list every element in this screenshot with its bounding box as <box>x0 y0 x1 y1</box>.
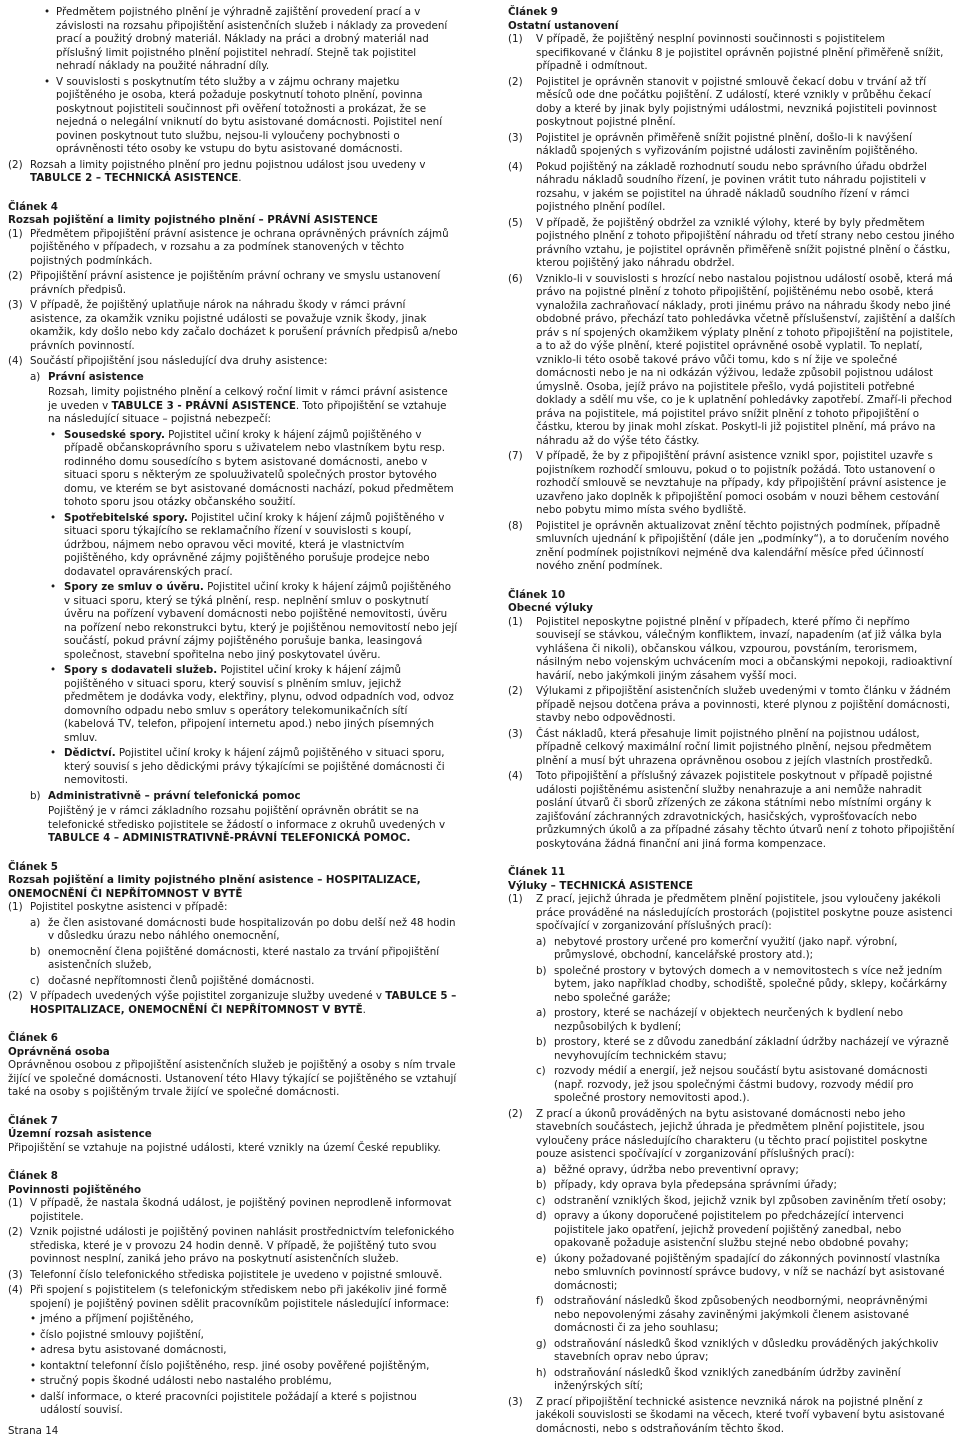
numbered-clause <box>508 1396 956 1437</box>
bullet-item <box>8 76 458 157</box>
section-heading: Povinnosti pojištěného <box>8 1183 142 1196</box>
numbered-clause <box>8 1226 458 1267</box>
text-run: prostory, které se nacházejí v objektech neurčených k bydlení nebo nezpůsobilých k bydlení; <box>554 1007 904 1033</box>
text-run: že člen asistované domácnosti bude hospitalizován po dobu delší než 48 hodin v důsledku úrazu nebo náhlého onemocnění, <box>48 916 456 942</box>
text-run: stručný popis škodné události nebo nastalého problému, <box>40 1375 332 1387</box>
clause-text <box>554 1367 956 1394</box>
clause-text <box>536 728 956 769</box>
clause-number: (5) <box>508 216 523 229</box>
bullet-dot-icon: • <box>44 6 51 18</box>
bullet-dot-icon: • <box>30 1375 37 1387</box>
text-run: Pojistitel učiní kroky k hájení zájmů pojištěného v situaci sporu týkajícího se reklamačního řízení v souvislosti s koupí, údržbou, nájmem nebo opravou věci movité, která je vlastnictvím pojištěného, kdy oprávněné zájmy pojištěného porušuje prodejce nebo dodavatel opravárenských prací. <box>64 511 445 578</box>
text-run: dočasné nepřítomnosti členů pojištěné domácnosti. <box>48 974 315 987</box>
text-run: odstraňování následků škod vzniklých zanedbáním údržby zavinění inženýrských sítí; <box>554 1366 901 1392</box>
section-heading: Obecné výluky <box>508 602 593 614</box>
clause-text <box>40 1329 458 1343</box>
section-heading: Článek 5 <box>8 860 58 873</box>
text-run: Pojištěný je v rámci základního rozsahu pojištění oprávněn obrátit se na telefonické střediskо pojistitele se žádostí o informace z okruhů uvedených v <box>48 805 446 831</box>
clause-text <box>64 581 458 662</box>
text-run: Z prací připojištění technické asistence nevzniká nárok na pojistné plnění z jakékoli souvislosti se škodami na věcech, které tvoří vybavení bytu asistované domácnosti, nebo s odstraňováním těchto škod. <box>536 1395 945 1435</box>
bullet-dot-icon: • <box>30 1313 37 1325</box>
text-run: odstranění vzniklých škod, jejichž vznik byl způsoben zaviněním třetí osoby; <box>554 1194 947 1207</box>
clause-number: (2) <box>8 990 23 1002</box>
clause-number: a) <box>536 1163 547 1176</box>
text-run: Vznik pojistné události je pojištěný povinen nahlásit prostřednictvím telefonického střediska, které je v provozu 24 hodin denně. V případě, že pojištěný tuto svou povinnost nesplní, zaniká jeho právo na poskytnutí asistenčních služeb. <box>30 1226 455 1265</box>
clause-number: (3) <box>8 1268 23 1281</box>
numbered-clause <box>8 228 458 269</box>
bullet-dot-icon: • <box>44 75 51 88</box>
clause-text <box>536 685 956 726</box>
numbered-clause <box>8 270 458 297</box>
section-heading: Rozsah pojištění a limity pojistného plnění – PRÁVNÍ ASISTENCE <box>8 214 378 226</box>
text-run: . <box>362 1003 366 1016</box>
section-heading: Článek 7 <box>8 1114 58 1127</box>
text-run: jméno a příjmení pojištěného, <box>40 1313 194 1325</box>
clause-number: c) <box>536 1194 546 1207</box>
clause-number: g) <box>536 1337 547 1350</box>
clause-text <box>554 1007 956 1034</box>
bullet-item <box>8 664 458 745</box>
paragraph <box>8 386 458 427</box>
numbered-clause <box>508 1036 956 1063</box>
text-run: Pojistitel učiní kroky k hájení zájmů pojištěného v situaci sporu, který se týká plnění, resp. neplnění smluv o poskytnutí úvěru na pořízení vybavení domácnosti nebo pojištěné nemovitosti, úvěru na pořízení nebo rekonstrukci bytu, který je pojištěnou nemovitostí nebo její součástí, pokud právní zájmy pojištěného porušuje banka, leasingová společnost, stavební spořitelna nebo jiný poskytovatel úvěru. <box>64 581 458 661</box>
section-gap <box>8 188 458 201</box>
bullet-dot-icon: • <box>50 581 57 593</box>
table-reference: TABULCE 5 – HOSPITALIZACE, ONEMOCNĚNÍ ČI NEPŘÍTOMNOST V BYTĚ <box>30 990 457 1016</box>
section-gap <box>508 576 956 589</box>
clause-number: (2) <box>508 685 523 697</box>
section-heading: Výluky – TECHNICKÁ ASISTENCE <box>508 879 694 892</box>
clause-number: (2) <box>508 75 523 88</box>
text-run: Předmětem pojistného plnění je výhradně zajištění provedení prací a v závislosti na rozsahu připojištění asistenčních služeb i náklady za provedení prací a použitý drobný materiál. Náklady na práci a drobný materiál nad příslušný limit pojistného plnění pojistitel nehradí. Stejně tak pojistitel nehradí náklady na použité náhradní díly. <box>56 6 448 72</box>
clause-text <box>536 520 956 574</box>
clause-text <box>30 228 458 269</box>
numbered-clause <box>508 1253 956 1294</box>
subheading: Administrativně – právní telefonická pomoc <box>48 789 301 802</box>
clause-text <box>554 1295 956 1336</box>
bullet-item <box>8 512 458 580</box>
text-run: další informace, o které pracovníci pojistitele požádají a které s pojistnou událostí souvisí. <box>40 1390 417 1416</box>
clause-text <box>40 1313 458 1327</box>
numbered-clause <box>8 159 458 186</box>
numbered-clause <box>508 520 956 574</box>
clause-number: b) <box>536 1036 547 1048</box>
clause-text <box>536 450 956 518</box>
clause-text <box>554 965 956 1006</box>
table-reference: TABULCE 2 – TECHNICKÁ ASISTENCE <box>30 172 239 184</box>
clause-text <box>554 936 956 963</box>
clause-number: h) <box>536 1366 547 1379</box>
numbered-clause <box>8 1197 458 1224</box>
numbered-clause <box>508 1338 956 1365</box>
text-run: Pojistitel neposkytne pojistné plnění v případech, které přímo či nepřímo souvisejí se stávkou, válečným konfliktem, invazí, napadením (ať již válka byla vyhlášena či nikoli), občanskou válkou, vzpourou, povstáním, terorismem, násilným nebo vojenským uchvácením moci a občanskými nepokoji, radioaktivní havárií, nebo jakýmkoli jiným zásahem vyšší moci. <box>536 615 953 682</box>
clause-text <box>554 1065 956 1106</box>
clause-text <box>48 386 458 427</box>
clause-number: (7) <box>508 450 523 462</box>
numbered-clause <box>8 790 458 804</box>
numbered-clause <box>8 917 458 944</box>
text-run: Předmětem připojištění právní asistence je ochrana oprávněných právních zájmů pojištěného v případech, v rozsahu a za podmínek stanovených v těchto pojistných podmínkách. <box>30 227 449 267</box>
numbered-clause <box>8 299 458 353</box>
bullet-dot-icon: • <box>30 1390 37 1403</box>
bullet-dot-icon: • <box>50 747 57 759</box>
text-run: opravy a úkony doporučené pojistitelem po předcházející intervenci pojistitele jako opatření, jejichž provedení pojištěný zanedbal, nebo opakovaně požaduje asistenční službu stejné nebo obdobné povahy; <box>554 1210 909 1249</box>
text-run: Z prací a úkonů prováděných na bytu asistované domácnosti nebo jeho stavebních součástech, jejichž úhrada je předmětem plnění pojistitele, jsou vyloučeny práce následujícího charakteru (u těchto prací pojistitel poskytne pouze asistenci spočívající v zorganizování příslušných prací): <box>536 1107 928 1160</box>
text-run: V případech uvedených výše pojistitel zorganizuje služby uvedené v <box>30 990 386 1002</box>
right-column <box>508 6 956 1438</box>
section-gap <box>8 1102 458 1115</box>
clause-text <box>48 371 458 385</box>
clause-text <box>536 770 956 851</box>
clause-text <box>40 1360 458 1374</box>
section-heading: Článek 8 <box>8 1170 58 1182</box>
text-run: běžné opravy, údržba nebo preventivní opravy; <box>554 1163 799 1176</box>
section-heading: Článek 4 <box>8 200 58 213</box>
clause-number: (8) <box>508 519 523 532</box>
numbered-clause <box>508 936 956 963</box>
text-run: Rozsah a limity pojistného plnění pro jednu pojistnou událost jsou uvedeny v <box>30 158 426 171</box>
table-reference: TABULCE 4 – ADMINISTRATIVNĚ-PRÁVNÍ TELEFONICKÁ POMOC. <box>48 832 411 844</box>
clause-text <box>40 1344 458 1358</box>
numbered-clause <box>508 965 956 1006</box>
numbered-clause <box>508 76 956 130</box>
bullet-item <box>8 1360 458 1374</box>
clause-text <box>30 355 458 369</box>
numbered-clause <box>508 1195 956 1209</box>
lead-term: Dědictví. <box>64 747 116 759</box>
text-run: odstraňování následků škod vzniklých v důsledku prováděných jakýchkoliv stavebních oprav nebo úprav; <box>554 1337 939 1363</box>
clause-text <box>554 1036 956 1063</box>
numbered-clause <box>8 946 458 973</box>
clause-number: e) <box>536 1252 547 1265</box>
page-number: Strana 14 <box>8 1425 59 1437</box>
clause-number: (2) <box>8 1226 23 1238</box>
clause-number: (1) <box>508 33 523 45</box>
text-run: Pojistitel poskytne asistenci v případě: <box>30 901 228 913</box>
clause-number: (2) <box>508 1107 523 1120</box>
text-run: Toto připojištění a příslušný závazek pojistitele poskytnout v případě pojistné události pojištěnému asistenční služby nenahrazuje a ani nemůže nahradit poslání útvarů či sborů zřízených ze zákona státními nebo místními orgány k zajišťování záchranných zdravotnických, hasičských, vyprošťovacích nebo průzkumných úkolů a za případné zásahy těchto útvarů není z tohoto připojištění poskytována žádná finanční ani jiná forma kompenzace. <box>536 770 955 850</box>
clause-text <box>64 664 458 745</box>
text-run: onemocnění člena pojištěné domácnosti, které nastalo za trvání připojištění asistenčních služeb, <box>48 945 440 971</box>
clause-number: (1) <box>508 615 523 628</box>
clause-text <box>536 217 956 271</box>
bullet-dot-icon: • <box>30 1328 37 1341</box>
section-gap <box>508 853 956 866</box>
table-reference: TABULCE 3 - PRÁVNÍ ASISTENCE <box>111 399 296 412</box>
numbered-clause <box>508 161 956 215</box>
paragraph <box>8 1059 458 1100</box>
clause-number: b) <box>30 789 41 802</box>
text-run: Při spojení s pojistitelem (s telefonickým střediskem nebo při jakékoliv jiné formě spojení) je pojištěný povinen sdělit pracovníkům pojistitele následující informace: <box>30 1284 450 1310</box>
text-run: Pojistitel je oprávněn přiměřeně snížit pojistné plnění, došlo-li k navýšení nákladů spojených s vyřizováním pojistné události zaviněním pojištěného. <box>536 131 918 157</box>
text-run: Vzniklo-li v souvislosti s hrozící nebo nastalou pojistnou událostí osobě, která má právo na pojistné plnění z tohoto připojištění, pojištěnému nebo osobě, která vynaložila zachraňovací náklady, proti jinému právo na náhradu škody nebo jiné obdobné právo, přechází tato pohledávka včetně příslušenství, zajištění a dalších práv s ní spojených okamžikem výplaty plnění z tohoto připojištění na pojistitele, a to až do výše plnění, které pojistitel oprávněné osobě vyplatil. To neplatí, vzniklo-li této osobě takové právo vůči tomu, kdo s ní žije ve společné domácnosti nebo je na ni odkázán výživou, ledaže způsobil pojistnou událost úmyslně. Osoba, jejíž právo na pojistitele přešlo, vydá pojistiteli potřebné doklady a sdělí mu vše, co je k uplatnění pohledávky zapotřebí. Zmaří-li přechod práva na pojistitele, má pojistitel právo snížit plnění z tohoto připojištění o částku, kterou by jinak mohl získat. Poskytl-li již pojistitel plnění, má právo na náhradu až do výše této částky. <box>536 272 956 447</box>
numbered-clause <box>508 132 956 159</box>
numbered-clause <box>508 685 956 726</box>
lead-term: Spory ze smluv o úvěru. <box>64 581 204 593</box>
clause-number: (1) <box>8 227 23 240</box>
bullet-dot-icon: • <box>50 664 57 676</box>
clause-text <box>536 1396 956 1437</box>
text-run: číslo pojistné smlouvy pojištění, <box>40 1328 204 1341</box>
clause-number: (3) <box>508 131 523 144</box>
numbered-clause <box>8 990 458 1017</box>
numbered-clause <box>508 1295 956 1336</box>
text-run: V případě, že nastala škodná událost, je pojištěný povinen neprodleně informovat pojistitele. <box>30 1197 452 1223</box>
text-run: Pojistitel učiní kroky k hájení zájmů pojištěného v případě občanskoprávního sporu s uživatelem nebo vlastníkem bytu resp. rodinného domu sousedícího s bytem asistované domácnosti, anebo v situaci sporu s některým ze spoluuživatelů společných prostor bytového domu, ve kterém se byt asistované domácnosti nachází, pokud předmětem tohoto sporu jsou otázky občanského soužití. <box>64 428 454 508</box>
text-run: V případě, že pojištěný nesplní povinnosti součinnosti s pojistitelem specifikované v článku 8 je pojistitel oprávněn pojistné plnění přiměřeně snížit, případně i odmítnout. <box>536 33 944 72</box>
numbered-clause <box>8 371 458 385</box>
clause-number: (2) <box>8 270 23 282</box>
section-gap <box>8 1157 458 1170</box>
section-gap <box>8 848 458 861</box>
bullet-item <box>8 1313 458 1327</box>
clause-text <box>30 990 458 1017</box>
clause-text <box>30 299 458 353</box>
clause-number: (4) <box>8 1284 23 1296</box>
clause-text <box>48 790 458 804</box>
section-heading: Územní rozsah asistence <box>8 1128 152 1140</box>
clause-text <box>554 1253 956 1294</box>
text-run: Připojištění se vztahuje na pojistné události, které vznikly na území České republiky. <box>8 1141 441 1154</box>
numbered-clause <box>508 1164 956 1178</box>
bullet-item <box>8 747 458 788</box>
bullet-item <box>8 1329 458 1343</box>
numbered-clause <box>508 616 956 684</box>
clause-number: (3) <box>508 1395 523 1408</box>
text-run: Z prací, jejichž úhrada je předmětem plnění pojistitele, jsou vyloučeny jakékoli práce prováděné na následujících prostorách (pojistitel poskytne pouze asistenci spočívající v zorganizování příslušných prací): <box>536 893 953 932</box>
subheading: Právní asistence <box>48 370 144 383</box>
text-run: nebytové prostory určené pro komerční využití (jako např. výrobní, průmyslové, obchodní, kancelářské prostory atd.); <box>554 935 898 961</box>
clause-number: (1) <box>8 1197 23 1209</box>
text-run: . <box>238 172 242 184</box>
numbered-clause <box>508 1210 956 1251</box>
text-run: Součástí připojištění jsou následující dva druhy asistence: <box>30 355 328 367</box>
clause-text <box>48 805 458 846</box>
bullet-item <box>8 1375 458 1389</box>
numbered-clause <box>8 1269 458 1283</box>
clause-text <box>56 6 458 74</box>
text-run: adresa bytu asistované domácnosti, <box>40 1344 227 1356</box>
clause-number: a) <box>536 1007 547 1019</box>
bullet-dot-icon: • <box>30 1359 37 1372</box>
left-column <box>8 6 458 1420</box>
clause-text <box>8 1142 458 1156</box>
clause-text <box>40 1375 458 1389</box>
bullet-item <box>8 1391 458 1418</box>
clause-text <box>536 33 956 74</box>
clause-number: c) <box>536 1065 546 1077</box>
clause-text <box>64 747 458 788</box>
section-heading: Článek 10 <box>508 588 566 601</box>
clause-text <box>554 1179 956 1193</box>
bullet-dot-icon: • <box>50 428 57 441</box>
text-run: Oprávněnou osobou z připojištění asistenčních služeb je pojištěný a osoby s ním trvale žijící ve společné domácnosti. Ustanovení této Hlavy týkající se pojištěného se vztahují také na osoby s pojištěným trvale žijící ve společné domácnosti. <box>8 1059 457 1098</box>
lead-term: Sousedské spory. <box>64 428 165 441</box>
clause-text <box>554 1338 956 1365</box>
section-heading: Oprávněná osoba <box>8 1045 110 1058</box>
bullet-item <box>8 581 458 662</box>
numbered-clause <box>508 273 956 449</box>
paragraph <box>8 1142 458 1156</box>
clause-number: b) <box>536 1179 547 1191</box>
text-run: . Toto připojištění se vztahuje na následující situace – pojistná nebezpečí: <box>48 399 447 425</box>
clause-text <box>30 1269 458 1283</box>
clause-text <box>30 901 458 915</box>
lead-term: Spotřebitelské spory. <box>64 511 188 524</box>
clause-text <box>8 1059 458 1100</box>
clause-text <box>30 1284 458 1311</box>
section-gap <box>8 1019 458 1032</box>
clause-number: b) <box>30 945 41 958</box>
section-heading: Článek 11 <box>508 866 566 878</box>
clause-text <box>536 273 956 449</box>
text-run: prostory, které se z důvodu zanedbání základní údržby nacházejí ve výrazně nevyhovujícím technickém stavu; <box>554 1036 949 1062</box>
numbered-clause <box>508 450 956 518</box>
clause-text <box>48 975 458 989</box>
section-heading: Rozsah pojištění a limity pojistného plnění asistence – HOSPITALIZACE, ONEMOCNĚNÍ ČI NEPŘÍTOMNOST V BYTĚ <box>8 874 421 900</box>
text-run: společné prostory v bytových domech a v nemovitostech s více než jedním bytem, jako například chodby, schodiště, společné půdy, sklepy, kočárkárny nebo společné garáže; <box>554 964 948 1004</box>
clause-text <box>30 270 458 297</box>
numbered-clause <box>508 1007 956 1034</box>
numbered-clause <box>508 1108 956 1162</box>
clause-number: (3) <box>508 727 523 740</box>
text-run: V případě, že pojištěný uplatňuje nárok na náhradu škody v rámci právní asistence, za okamžik vzniku pojistné události se považuje vznik škody, jinak okamžik, kdy došlo nebo kdy začalo docházet k porušení právních předpisů a/nebo právních povinností. <box>30 299 458 352</box>
numbered-clause <box>8 901 458 915</box>
text-run: úkony požadované pojištěným spadající do zákonných povinností vlastníka nebo smluvních povinností správce budovy, v níž se nachází byt asistované domácnosti; <box>554 1252 945 1292</box>
clause-text <box>554 1210 956 1251</box>
paragraph <box>8 805 458 846</box>
clause-number: (3) <box>8 299 23 311</box>
clause-text <box>56 76 458 157</box>
clause-number: a) <box>30 370 41 383</box>
text-run: Připojištění právní asistence je pojištěním právní ochrany ve smyslu ustanovení právních předpisů. <box>30 270 441 296</box>
clause-text <box>48 946 458 973</box>
clause-text <box>30 159 458 186</box>
clause-number: (4) <box>8 355 23 367</box>
lead-term: Spory s dodavateli služeb. <box>64 664 218 676</box>
numbered-clause <box>508 217 956 271</box>
section-heading: Ostatní ustanovení <box>508 19 619 32</box>
numbered-clause <box>508 33 956 74</box>
text-run: Pojistitel je oprávněn stanovit v pojistné smlouvě čekací dobu v trvání až tří měsíců ode dne počátku pojištění. Z událostí, které vznikly v průběhu čekací doby a které by jinak byly pojistnými událostmi, nevzniká pojistiteli povinnost poskytnout pojistné plnění. <box>536 75 937 128</box>
clause-text <box>536 132 956 159</box>
clause-text <box>64 429 458 510</box>
numbered-clause <box>508 893 956 934</box>
clause-text <box>48 917 458 944</box>
text-run: Pojistitel je oprávněn aktualizovat znění těchto pojistných podmínek, případně smluvních ujednání k připojištění (dále jen „podmínky“), a to doručením nového znění podmínek pojistníkovi nejméně dva kalendářní měsíce před účinností nového znění podmínek. <box>536 519 949 572</box>
clause-number: a) <box>536 935 547 948</box>
bullet-dot-icon: • <box>50 511 57 524</box>
text-run: Výlukami z připojištění asistenčních služeb uvedenými v tomto článku v žádném případě nejsou dotčena práva a povinnosti, které plynou z pojištění domácnosti, stavby nebo odpovědnosti. <box>536 685 951 724</box>
numbered-clause <box>508 1065 956 1106</box>
text-run: Pojistitel učiní kroky k hájení zájmů pojištěného v situaci sporu, který souvisí s jeho dědickými právy týkajícími se pojištěné domácnosti či nemovitosti. <box>64 747 445 786</box>
clause-number: (6) <box>508 272 523 285</box>
clause-number: f) <box>536 1295 544 1307</box>
text-run: Telefonní číslo telefonického střediska pojistitele je uvedeno v pojistné smlouvě. <box>30 1268 443 1281</box>
text-run: odstraňování následků škod způsobených neodbornými, neoprávněnými nebo nepovolenými zásahy zaviněnými jakýmkoli členem asistované domácnosti či za jeho souhlasu; <box>554 1295 928 1334</box>
clause-number: c) <box>30 974 40 987</box>
text-run: V případě, že pojištěný obdržel za vzniklé výlohy, které by byly předmětem pojistného plnění z tohoto připojištění náhradu od třetí strany nebo cestou jiného právního vztahu, je pojistitel oprávněn přiměřeně snížit pojistné plnění o částku, kterou pojištěný jako náhradu obdržel. <box>536 216 955 269</box>
text-run: Rozsah, limity pojistného plnění a celkový roční limit v rámci právní asistence je uveden v <box>48 386 448 412</box>
clause-text <box>30 1226 458 1267</box>
text-run: Pokud pojištěný na základě rozhodnutí soudu nebo správního úřadu obdržel náhradu nákladů soudního řízení, je povinen vrátit tuto náhradu pojistiteli v rozsahu, v jakém se pojistitel na úhradě nákladů soudního řízení v rámci pojistného plnění podílel. <box>536 160 927 213</box>
bullet-item <box>8 6 458 74</box>
clause-text <box>536 616 956 684</box>
clause-text <box>554 1195 956 1209</box>
text-run: Část nákladů, která přesahuje limit pojistného plnění na pojistnou událost, případně celkový maximální roční limit pojistného plnění, nejsou předmětem plnění a musí být uhrazena oprávněnou osobou z jejích vlastních prostředků. <box>536 727 933 767</box>
text-run: V souvislosti s poskytnutím této služby a v zájmu ochrany majetku pojištěného je osoba, která požaduje poskytnutí tohoto plnění, povinna poskytnout pojistiteli součinnost při ověření totožnosti a prokázat, že se nejedná o nelegální vniknutí do bytu asistované domácnosti. Pojistitel není povinen poskytnout tuto službu, nejsou-li vyloučeny pochybnosti o oprávněnosti této osoby ke vstupu do bytu asistované domácnosti. <box>56 75 443 155</box>
clause-text <box>30 1197 458 1224</box>
clause-text <box>536 161 956 215</box>
text-run: rozvody médií a energií, jež nejsou součástí bytu asistované domácnosti (např. rozvody, jež jsou společnými částmi budovy, rozvody médií pro společné prostory nemovitosti apod.). <box>554 1065 928 1104</box>
clause-number: d) <box>536 1210 547 1222</box>
clause-number: (1) <box>508 893 523 905</box>
numbered-clause <box>508 1179 956 1193</box>
clause-number: (2) <box>8 158 23 171</box>
bullet-item <box>8 429 458 510</box>
clause-text <box>536 893 956 934</box>
clause-text <box>40 1391 458 1418</box>
text-run: případy, kdy oprava byla předepsána správními úřady; <box>554 1179 837 1191</box>
numbered-clause <box>8 1284 458 1311</box>
clause-text <box>536 76 956 130</box>
clause-number: (4) <box>508 160 523 173</box>
section-heading: Článek 9 <box>508 6 558 18</box>
numbered-clause <box>8 975 458 989</box>
clause-text <box>536 1108 956 1162</box>
bullet-dot-icon: • <box>30 1344 37 1356</box>
clause-number: b) <box>536 964 547 977</box>
clause-number: a) <box>30 916 41 929</box>
clause-text <box>554 1164 956 1178</box>
numbered-clause <box>8 355 458 369</box>
numbered-clause <box>508 728 956 769</box>
text-run: kontaktní telefonní číslo pojištěného, resp. jiné osoby pověřené pojištěným, <box>40 1359 430 1372</box>
numbered-clause <box>508 770 956 851</box>
text-run: Pojistitel učiní kroky k hájení zájmů pojištěného v situaci sporu, který souvisí s plněním smluv, jejichž předmětem je dodávka vody, elektřiny, plynu, odvod odpadních vod, odvoz domovního odpadu nebo smluv s operátory telekomunikačních sítí (kabelová TV, telefon, připojení internetu apod.) nebo jiných písemných smluv. <box>64 664 454 744</box>
section-heading: Článek 6 <box>8 1032 58 1044</box>
bullet-item <box>8 1344 458 1358</box>
clause-text <box>64 512 458 580</box>
numbered-clause <box>508 1367 956 1394</box>
text-run: V případě, že by z připojištění právní asistence vznikl spor, pojistitel uzavře s pojistníkem rozhodčí smlouvu, pokud o to pojistník požádá. Toto ustanovení o rozhodčí smlouvě se nevztahuje na případy, kdy připojištění právní asistence je uzavřeno jako doplněk k připojištění pomoci osobám v nouzi během cestování nebo pobytu mimo místa svého bydliště. <box>536 450 947 516</box>
clause-number: (4) <box>508 770 523 782</box>
clause-number: (1) <box>8 901 23 913</box>
